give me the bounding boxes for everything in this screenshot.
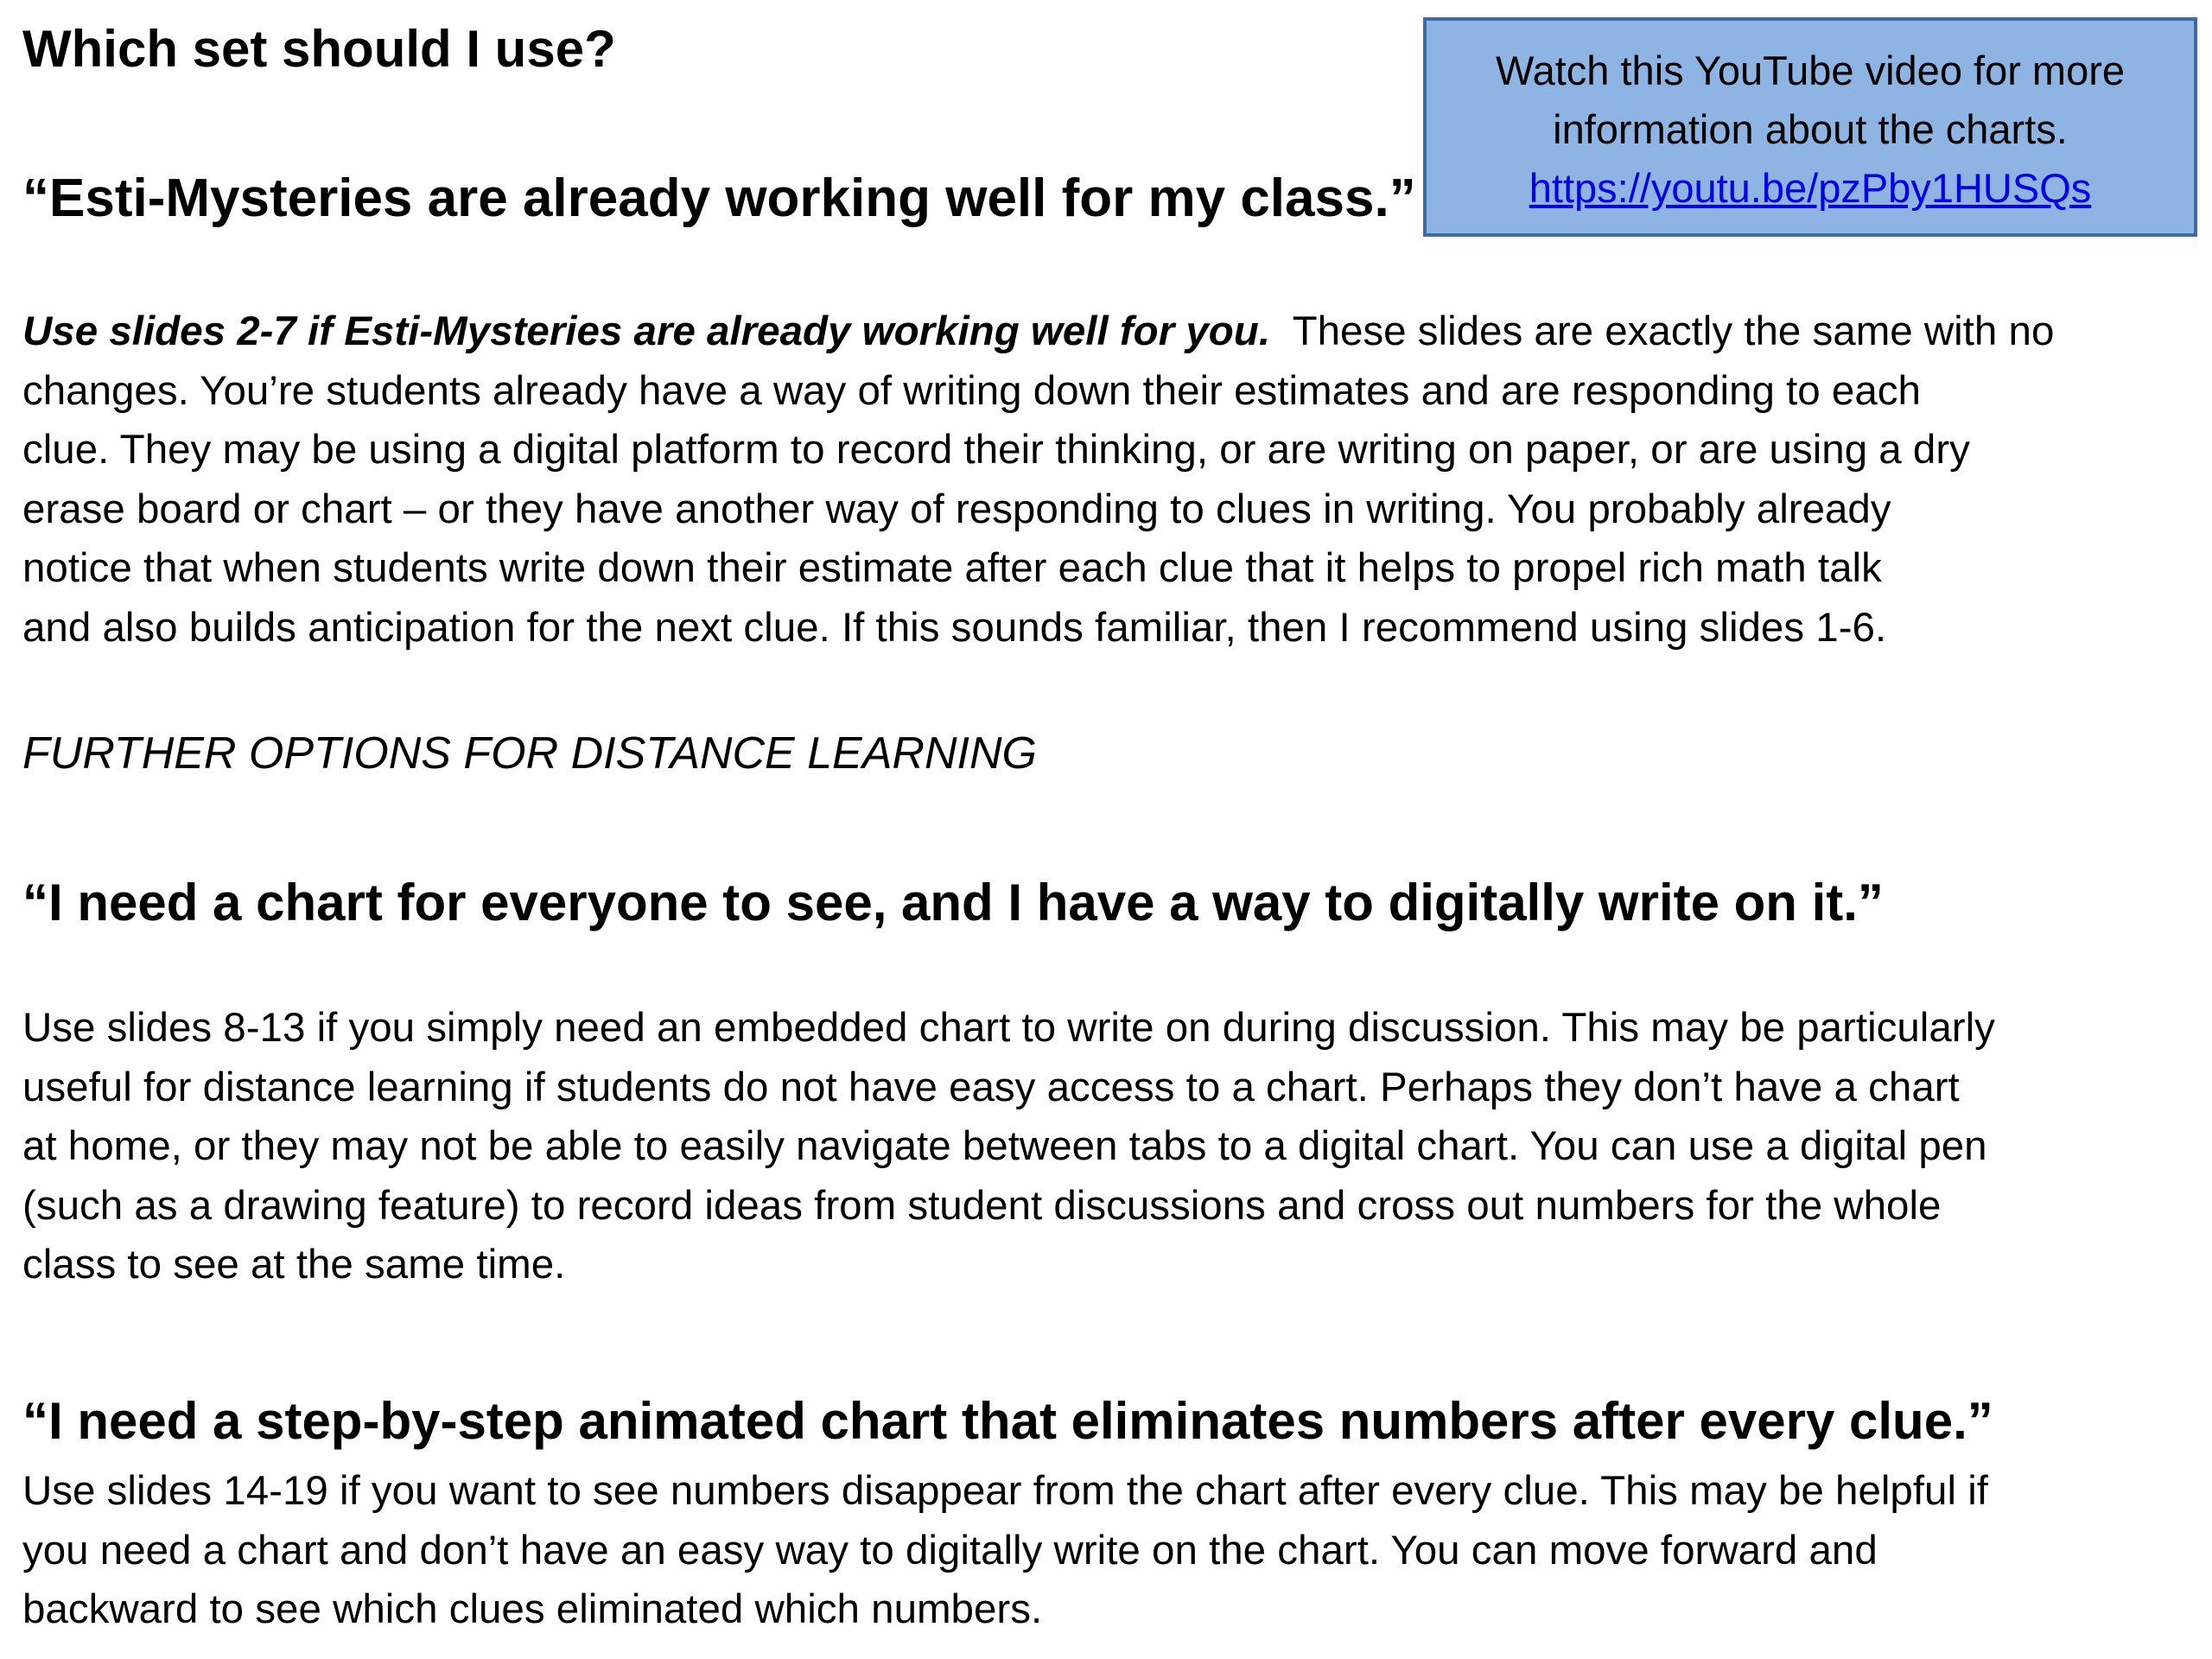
paragraph-slides-8-13 xyxy=(22,999,1995,1295)
paragraph-line: you need a chart and don’t have an easy way to digitally write on the chart. You can move forward and xyxy=(22,1527,1878,1573)
paragraph-line: (such as a drawing feature) to record ideas from student discussions and cross out numbers for the whole xyxy=(22,1182,1942,1229)
lead-sentence: Use slides 2-7 if Esti-Mysteries are already working well for you. xyxy=(22,308,1271,354)
paragraph-line: erase board or chart – or they have another way of responding to clues in writing. You probably already xyxy=(22,486,1891,532)
paragraph-line: Use slides 8-13 if you simply need an embedded chart to write on during discussion. This may be particularly xyxy=(22,1005,1995,1051)
paragraph-line xyxy=(22,302,2054,362)
paragraph-line: Use slides 14-19 if you want to see numbers disappear from the chart after every clue. This may be helpful if xyxy=(22,1468,1988,1514)
paragraph-line: changes. You’re students already have a way of writing down their estimates and are responding to each xyxy=(22,367,1921,414)
paragraph-slides-2-7 xyxy=(22,302,2054,658)
paragraph-line: clue. They may be using a digital platform to record their thinking, or are writing on paper, or are using a dry xyxy=(22,427,1970,473)
heading-need-animated-chart: “I need a step-by-step animated chart that eliminates numbers after every clue.” xyxy=(22,1392,1993,1450)
paragraph-text: These slides are exactly the same with no xyxy=(1270,308,2055,354)
paragraph-line: class to see at the same time. xyxy=(22,1242,566,1287)
further-options-label: FURTHER OPTIONS FOR DISTANCE LEARNING xyxy=(22,728,1037,779)
paragraph-slides-14-19 xyxy=(22,1462,1988,1640)
heading-which-set: Which set should I use? xyxy=(22,20,616,78)
paragraph-line: at home, or they may not be able to easily navigate between tabs to a digital chart. You can use a digital pen xyxy=(22,1123,1987,1169)
youtube-link[interactable]: https://youtu.be/pzPby1HUSQs xyxy=(1529,165,2092,211)
paragraph-line: useful for distance learning if students do not have easy access to a chart. Perhaps they don’t have a chart xyxy=(22,1064,1960,1110)
paragraph-line: notice that when students write down their estimate after each clue that it helps to propel rich math talk xyxy=(22,545,1882,591)
heading-esti-working: “Esti-Mysteries are already working well for my class.” xyxy=(22,168,1416,228)
youtube-callout-box xyxy=(1423,17,2197,237)
callout-line-1: Watch this YouTube video for more xyxy=(1495,48,2126,93)
paragraph-line: backward to see which clues eliminated which numbers. xyxy=(22,1586,1043,1632)
paragraph-line: and also builds anticipation for the next clue. If this sounds familiar, then I recommend using slides 1-6. xyxy=(22,604,1887,651)
callout-line-2: information about the charts. xyxy=(1553,106,2068,152)
heading-need-chart: “I need a chart for everyone to see, and I have a way to digitally write on it.” xyxy=(22,874,1884,931)
